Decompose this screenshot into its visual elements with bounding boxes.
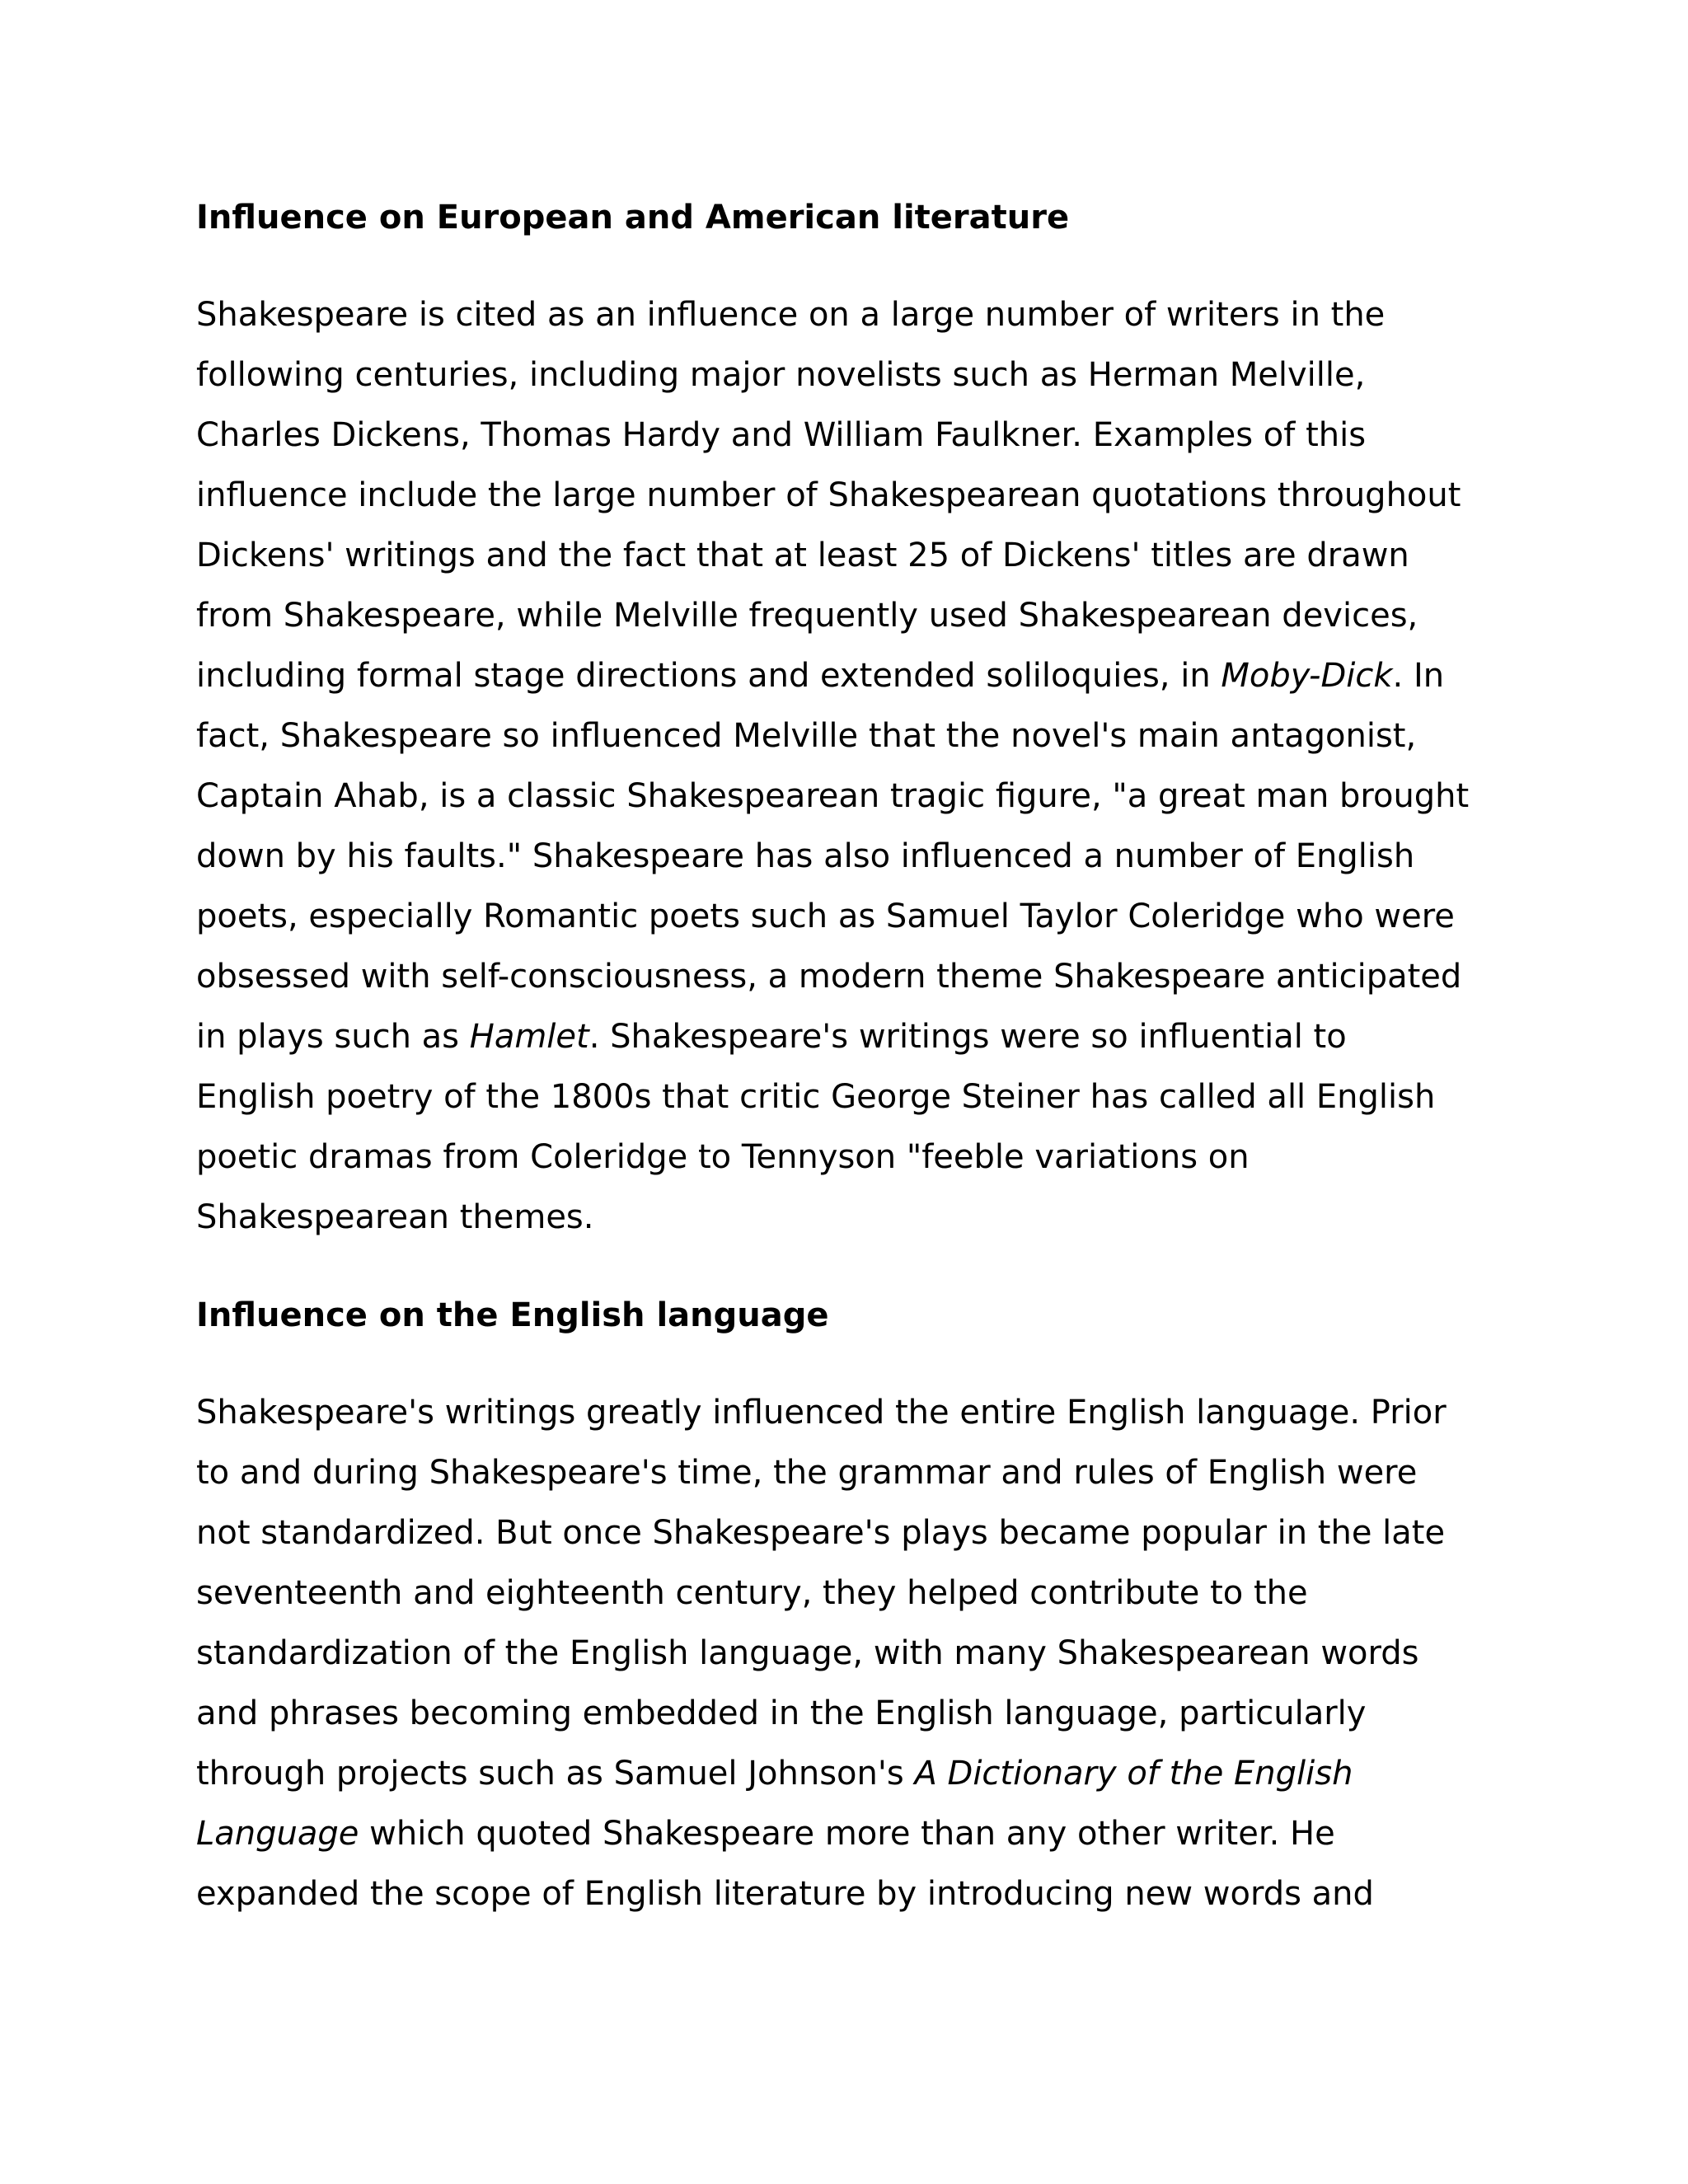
text-line [196, 1563, 1498, 1624]
text-run: from Shakespeare, while Melville frequently used Shakespearean devices, [196, 597, 1418, 635]
text-run: and phrases becoming embedded in the English language, particularly [196, 1694, 1367, 1732]
italic-title: Hamlet [469, 1018, 589, 1056]
text-run: English poetry of the 1800s that critic George Steiner has called all English [196, 1078, 1436, 1116]
text-run: Shakespeare's writings greatly influenced the entire English language. Prior [196, 1394, 1447, 1432]
text-line [196, 586, 1498, 646]
text-line [196, 646, 1498, 706]
text-line [196, 1864, 1498, 1924]
text-line [196, 285, 1498, 345]
section-heading-european-american-literature: Influence on European and American literature [196, 199, 1070, 237]
paragraph-european-american-literature [196, 285, 1498, 1248]
text-line [196, 1503, 1498, 1563]
text-line [196, 766, 1498, 827]
text-line [196, 827, 1498, 887]
text-line [196, 1383, 1498, 1443]
document-page [196, 194, 1498, 1924]
text-run: Captain Ahab, is a classic Shakespearean tragic figure, "a great man brought [196, 777, 1470, 815]
text-line [196, 1443, 1498, 1503]
italic-title: Moby-Dick [1221, 657, 1393, 695]
text-run: down by his faults." Shakespeare has also influenced a number of English [196, 837, 1415, 875]
text-line [196, 1624, 1498, 1684]
text-run: poets, especially Romantic poets such as Samuel Taylor Coleridge who were [196, 898, 1455, 935]
text-run: Charles Dickens, Thomas Hardy and William Faulkner. Examples of this [196, 416, 1367, 454]
text-line [196, 1744, 1498, 1804]
text-run: not standardized. But once Shakespeare's plays became popular in the late [196, 1514, 1446, 1552]
text-line [196, 1007, 1498, 1067]
text-run: in plays such as [196, 1018, 470, 1056]
text-line [196, 1188, 1498, 1248]
text-run: through projects such as Samuel Johnson's [196, 1755, 915, 1793]
text-line [196, 1127, 1498, 1188]
text-line [196, 947, 1498, 1007]
italic-title: Language [196, 1815, 359, 1853]
text-run: Shakespearean themes. [196, 1198, 594, 1236]
text-run: including formal stage directions and extended soliloquies, in [196, 657, 1221, 695]
text-run: poetic dramas from Coleridge to Tennyson "feeble variations on [196, 1138, 1250, 1176]
text-run: . In [1392, 657, 1445, 695]
text-line [196, 345, 1498, 405]
paragraph-english-language [196, 1383, 1498, 1924]
text-line [196, 526, 1498, 586]
text-line [196, 1804, 1498, 1864]
text-run: fact, Shakespeare so influenced Melville that the novel's main antagonist, [196, 717, 1417, 755]
text-run: Dickens' writings and the fact that at least 25 of Dickens' titles are drawn [196, 537, 1409, 574]
text-run: seventeenth and eighteenth century, they helped contribute to the [196, 1574, 1308, 1612]
text-run: influence include the large number of Shakespearean quotations throughout [196, 476, 1461, 514]
text-line [196, 887, 1498, 947]
text-run: expanded the scope of English literature by introducing new words and [196, 1875, 1374, 1913]
text-run: following centuries, including major novelists such as Herman Melville, [196, 356, 1366, 394]
text-line [196, 1684, 1498, 1744]
text-run: . Shakespeare's writings were so influential to [588, 1018, 1347, 1056]
text-run: standardization of the English language, with many Shakespearean words [196, 1634, 1419, 1672]
text-line [196, 405, 1498, 466]
text-line [196, 706, 1498, 766]
italic-title: A Dictionary of the English [914, 1755, 1353, 1793]
text-line [196, 466, 1498, 526]
text-run: Shakespeare is cited as an influence on a large number of writers in the [196, 296, 1386, 334]
text-run: which quoted Shakespeare more than any other writer. He [359, 1815, 1335, 1853]
text-run: obsessed with self-consciousness, a modern theme Shakespeare anticipated [196, 958, 1462, 996]
text-run: to and during Shakespeare's time, the grammar and rules of English were [196, 1454, 1418, 1492]
section-heading-english-language: Influence on the English language [196, 1296, 829, 1334]
text-line [196, 1067, 1498, 1127]
